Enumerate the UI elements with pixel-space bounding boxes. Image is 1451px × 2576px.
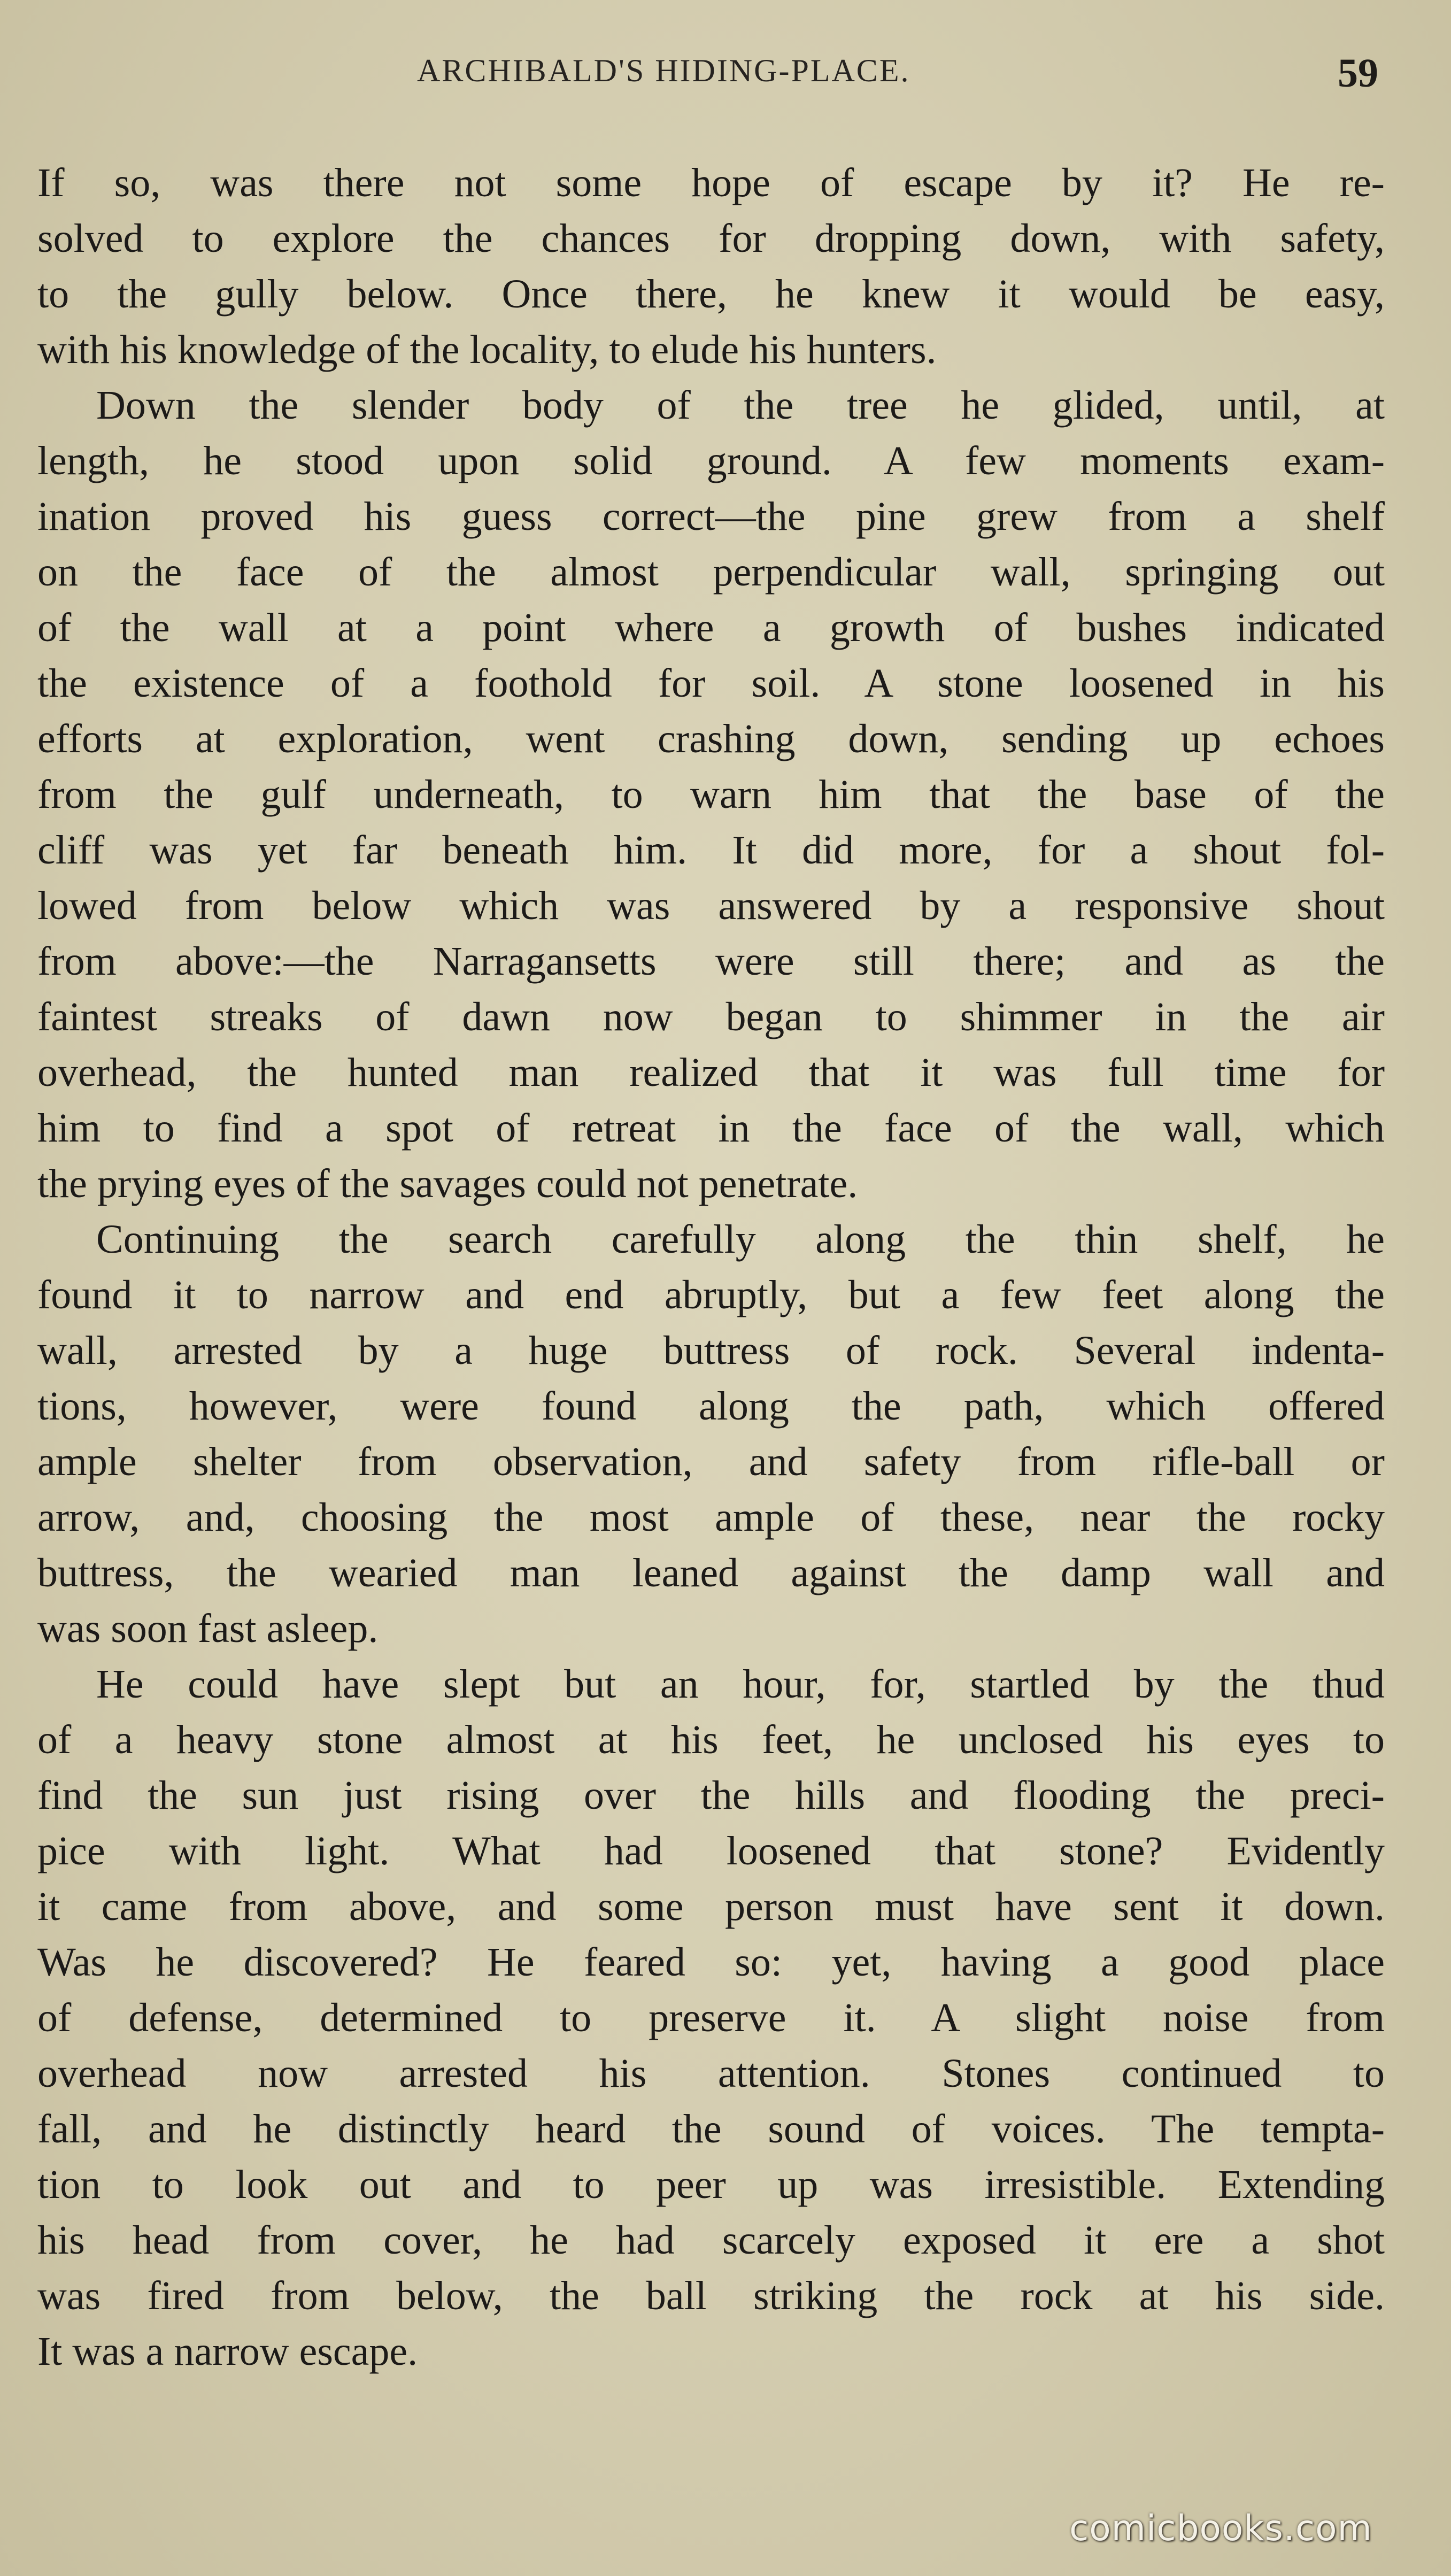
text-line: ample shelter from observation, and safety from rifle-ball or: [37, 1439, 1385, 1484]
text-line: the existence of a foothold for soil. A stone loosened in his: [37, 661, 1385, 706]
text-line: If so, was there not some hope of escape by it? He re-: [37, 160, 1385, 205]
text-line: of a heavy stone almost at his feet, he unclosed his eyes to: [37, 1717, 1385, 1762]
text-line: it came from above, and some person must have sent it down.: [37, 1884, 1385, 1929]
text-line: wall, arrested by a huge buttress of rock. Several indenta-: [37, 1328, 1385, 1373]
text-line: Down the slender body of the tree he glided, until, at: [96, 383, 1385, 428]
text-line: buttress, the wearied man leaned against the damp wall and: [37, 1551, 1385, 1595]
text-line: the prying eyes of the savages could not penetrate.: [37, 1161, 858, 1206]
running-title: ARCHIBALD'S HIDING-PLACE.: [417, 53, 910, 88]
page-number: 59: [1338, 51, 1378, 96]
paragraph: [37, 1212, 1385, 1656]
text-line: overhead, the hunted man realized that it was full time for: [37, 1050, 1385, 1095]
body-text: [37, 155, 1385, 2379]
text-line: fall, and he distinctly heard the sound of voices. The tempta-: [37, 2107, 1385, 2151]
text-line: tion to look out and to peer up was irresistible. Extending: [37, 2162, 1385, 2207]
text-line: on the face of the almost perpendicular wall, springing out: [37, 550, 1385, 595]
text-line: ination proved his guess correct—the pine grew from a shelf: [37, 494, 1385, 539]
text-line: overhead now arrested his attention. Stones continued to: [37, 2051, 1385, 2096]
text-line: him to find a spot of retreat in the face of the wall, which: [37, 1106, 1385, 1151]
text-line: solved to explore the chances for dropping down, with safety,: [37, 216, 1385, 261]
text-line: lowed from below which was answered by a responsive shout: [37, 883, 1385, 928]
text-line: arrow, and, choosing the most ample of these, near the rocky: [37, 1495, 1385, 1540]
text-line: efforts at exploration, went crashing down, sending up echoes: [37, 716, 1385, 761]
text-line: length, he stood upon solid ground. A few moments exam-: [37, 438, 1385, 483]
text-line: with his knowledge of the locality, to elude his hunters.: [37, 327, 937, 372]
text-line: It was a narrow escape.: [37, 2329, 418, 2374]
text-line: found it to narrow and end abruptly, but a few feet along the: [37, 1272, 1385, 1317]
paragraph: [37, 1656, 1385, 2379]
text-line: pice with light. What had loosened that stone? Evidently: [37, 1829, 1385, 1873]
text-line: to the gully below. Once there, he knew it would be easy,: [37, 272, 1385, 317]
text-line: Continuing the search carefully along the thin shelf, he: [96, 1217, 1385, 1262]
text-line: was soon fast asleep.: [37, 1606, 379, 1651]
text-line: of the wall at a point where a growth of bushes indicated: [37, 605, 1385, 650]
text-line: from the gulf underneath, to warn him that the base of the: [37, 772, 1385, 817]
text-line: faintest streaks of dawn now began to shimmer in the air: [37, 994, 1385, 1039]
text-line: He could have slept but an hour, for, startled by the thud: [96, 1662, 1385, 1707]
text-line: find the sun just rising over the hills and flooding the preci-: [37, 1773, 1385, 1818]
text-line: Was he discovered? He feared so: yet, having a good place: [37, 1940, 1385, 1985]
paragraph: [37, 377, 1385, 1212]
running-head: [0, 52, 1451, 106]
text-line: from above:—the Narragansetts were still there; and as the: [37, 939, 1385, 984]
text-line: cliff was yet far beneath him. It did more, for a shout fol-: [37, 828, 1385, 873]
watermark: comicbooks.com: [1069, 2508, 1372, 2549]
text-line: of defense, determined to preserve it. A slight noise from: [37, 1995, 1385, 2040]
text-line: his head from cover, he had scarcely exposed it ere a shot: [37, 2218, 1385, 2263]
text-line: was fired from below, the ball striking the rock at his side.: [37, 2273, 1385, 2318]
text-line: tions, however, were found along the path, which offered: [37, 1384, 1385, 1429]
paragraph: [37, 155, 1385, 377]
